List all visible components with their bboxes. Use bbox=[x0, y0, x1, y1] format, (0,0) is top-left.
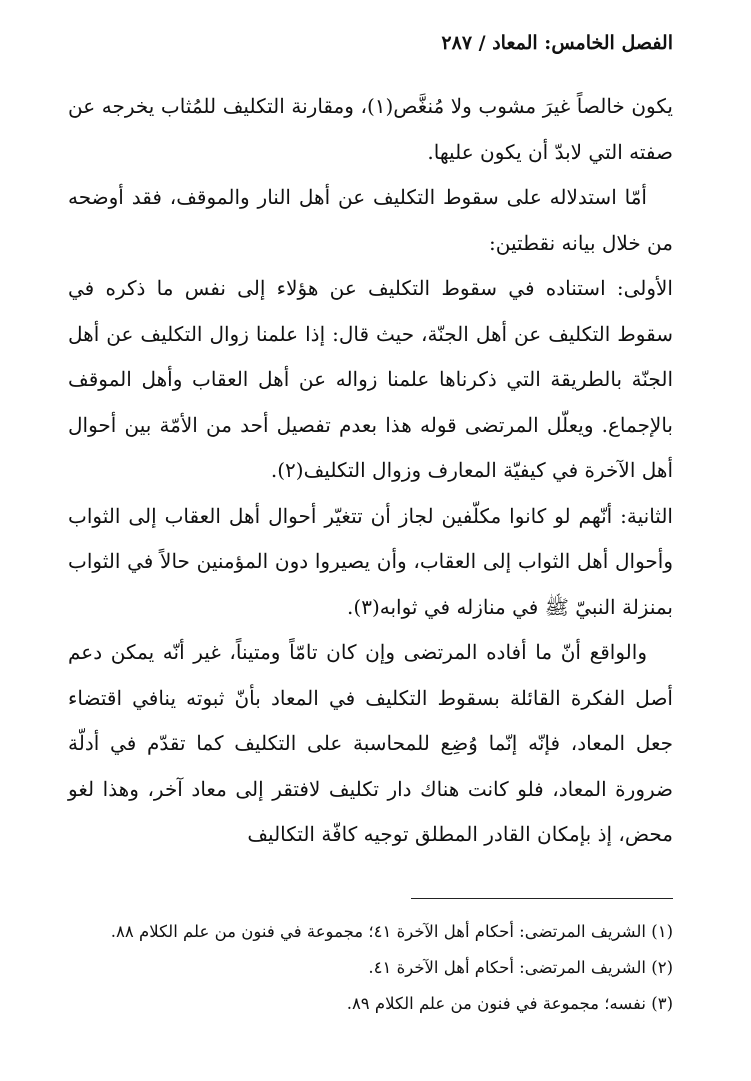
running-head: الفصل الخامس: المعاد / ٢٨٧ bbox=[441, 32, 673, 54]
footnote: (٢) الشريف المرتضى: أحكام أهل الآخرة ٤١. bbox=[368, 958, 673, 977]
footnote-divider bbox=[411, 898, 673, 899]
paragraph: والواقع أنّ ما أفاده المرتضى وإن كان تامّاً ومتيناً، غير أنّه يمكن دعم أصل الفكرة القائلة بسقوط التكليف في المعاد بأنّ ثبوته ينافي اقتضاء جعل المعاد، فإنّه إنّما وُضِع للمحاسبة على التكليف كما تقدّم في أدلّة ضرورة المعاد، فلو كانت هناك دار تكليف لافتقر إلى معاد آخر، وهذا لغو محض، إذ بإمكان القادر المطلق توجيه كافّة التكاليف bbox=[68, 640, 673, 846]
paragraph-second-point: الثانية: أنّهم لو كانوا مكلّفين لجاز أن تتغيّر أحوال أهل العقاب إلى الثواب وأحوال أهل الثواب إلى العقاب، وأن يصيروا دون المؤمنين حالاً في الثواب بمنزلة النبيّ ﷺ في منازله في ثوابه(٣). bbox=[68, 503, 673, 619]
paragraph: أمّا استدلاله على سقوط التكليف عن أهل النار والموقف، فقد أوضحه من خلال بيانه نقطتين: bbox=[68, 185, 673, 255]
body-text bbox=[68, 84, 673, 858]
footnote: (١) الشريف المرتضى: أحكام أهل الآخرة ٤١؛ مجموعة في فنون من علم الكلام ٨٨. bbox=[110, 922, 673, 941]
footnote: (٣) نفسه؛ مجموعة في فنون من علم الكلام ٨٩. bbox=[346, 994, 673, 1013]
paragraph-first-point: الأولى: استناده في سقوط التكليف عن هؤلاء إلى نفس ما ذكره في سقوط التكليف عن أهل الجنّة، حيث قال: إذا علمنا زوال التكليف عن أهل الجنّة بالطريقة التي ذكرناها علمنا زواله عن أهل العقاب وأهل الموقف بالإجماع. ويعلّل المرتضى قوله هذا بعدم تفصيل أحد من الأمّة بين أحوال أهل الآخرة في كيفيّة المعارف وزوال التكليف(٢). bbox=[68, 276, 673, 482]
paragraph-continuation: يكون خالصاً غيرَ مشوب ولا مُنغَّص(١)، ومقارنة التكليف للمُثاب يخرجه عن صفته التي لابدّ أن يكون عليها. bbox=[68, 94, 674, 164]
footnotes bbox=[78, 914, 673, 1022]
